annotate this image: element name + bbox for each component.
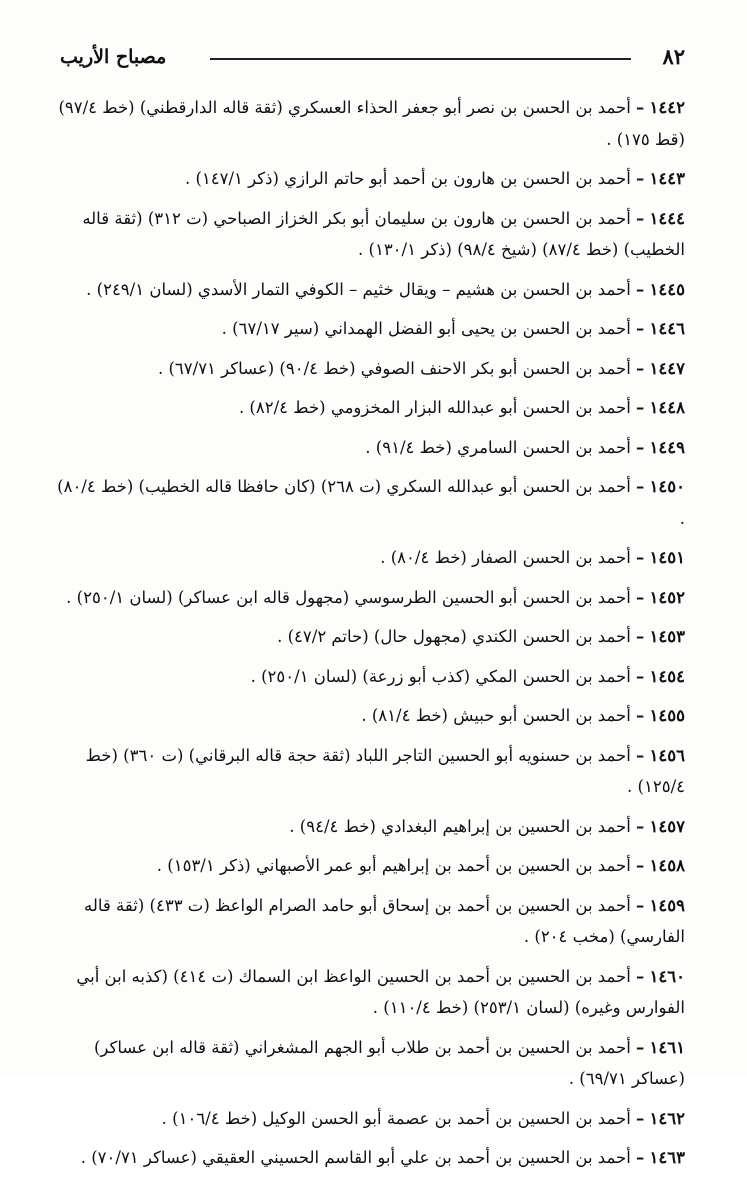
entry-number: ١٤٥٦: [649, 745, 685, 765]
entry-number: ١٤٥٠: [649, 477, 685, 496]
entry-number: ١٤٥١: [649, 548, 685, 567]
page-number: ٨٢: [662, 44, 685, 69]
entry-item: [56, 542, 685, 574]
entry-text: أحمد بن الحسن بن هارون بن سليمان أبو بكر الخزاز الصباحي (ت ٣١٢) (ثقة قاله الخطيب) (خط ٨٧/٤) (شيخ ٩٨/٤) (ذكر ١٣٠/١) .: [82, 208, 685, 259]
entry-text: أحمد بن الحسن أبو بكر الاحنف الصوفي (خط ٩٠/٤) (عساكر ٦٧/٧١) .: [157, 358, 631, 378]
entry-text: أحمد بن الحسن بن نصر أبو جعفر الحذاء العسكري (ثقة قاله الدارقطني) (خط ٩٧/٤) (قط ١٧٥) .: [58, 98, 685, 149]
entry-item: [56, 274, 685, 306]
entry-number: ١٤٥٣: [649, 627, 685, 646]
entry-number: ١٤٥٩: [649, 895, 685, 915]
entry-number: ١٤٤٤: [649, 208, 685, 228]
entry-text: أحمد بن الحسن أبو حبيش (خط ٨١/٤) .: [361, 706, 631, 725]
entry-item: [56, 313, 685, 345]
entry-item: [56, 1142, 685, 1174]
entry-separator: –: [636, 895, 645, 915]
entry-text: أحمد بن الحسن السامري (خط ٩١/٤) .: [365, 437, 631, 457]
entry-separator: –: [636, 169, 645, 188]
page-header: [60, 40, 685, 74]
entry-item: [56, 163, 685, 195]
entry-item: [56, 700, 685, 732]
book-title: مصباح الأريب: [60, 46, 167, 68]
entry-separator: –: [636, 1108, 645, 1128]
entry-item: [56, 92, 685, 155]
entry-item: [56, 740, 685, 803]
entry-number: ١٤٤٧: [649, 358, 685, 378]
entry-item: [56, 961, 685, 1024]
entry-separator: –: [636, 706, 645, 725]
entry-text: أحمد بن الحسن أبو عبدالله البزار المخزومي (خط ٨٢/٤) .: [238, 398, 631, 417]
entry-text: أحمد بن الحسين بن أحمد بن طلاب أبو الجهم المشغراني (ثقة قاله ابن عساكر) (عساكر ٦٩/٧١) .: [94, 1037, 685, 1088]
entry-item: [56, 621, 685, 653]
entry-separator: –: [636, 587, 645, 607]
entry-item: [56, 582, 685, 614]
entry-text: أحمد بن الحسين بن أحمد بن عصمة أبو الحسن الوكيل (خط ١٠٦/٤) .: [161, 1108, 631, 1128]
entry-item: [56, 850, 685, 882]
entry-number: ١٤٥٤: [649, 666, 685, 686]
entry-text: أحمد بن الحسين بن أحمد بن علي أبو القاسم الحسيني العقيقي (عساكر ٧٠/٧١) .: [80, 1148, 631, 1167]
entry-separator: –: [636, 1037, 645, 1057]
entry-item: [56, 353, 685, 385]
entry-separator: –: [636, 966, 645, 986]
header-rule: [210, 58, 631, 60]
entry-number: ١٤٦٢: [649, 1108, 685, 1128]
entry-separator: –: [636, 279, 645, 299]
entry-number: ١٤٥٥: [649, 706, 685, 725]
entry-number: ١٤٤٢: [649, 98, 685, 117]
entry-separator: –: [636, 1148, 645, 1167]
entry-number: ١٤٦٠: [649, 966, 685, 986]
entry-number: ١٤٥٨: [649, 856, 685, 875]
entry-separator: –: [636, 208, 645, 228]
entry-item: [56, 811, 685, 843]
entry-separator: –: [636, 666, 645, 686]
entry-item: [56, 1103, 685, 1135]
entry-text: أحمد بن الحسن أبو الحسين الطرسوسي (مجهول قاله ابن عساكر) (لسان ٢٥٠/١) .: [66, 587, 631, 607]
entry-separator: –: [636, 548, 645, 567]
entry-text: أحمد بن الحسن أبو عبدالله السكري (ت ٢٦٨) (كان حافظا قاله الخطيب) (خط ٨٠/٤) .: [57, 477, 685, 528]
entry-item: [56, 661, 685, 693]
entry-text: أحمد بن الحسن بن هشيم – ويقال خثيم – الكوفي التمار الأسدي (لسان ٢٤٩/١) .: [86, 279, 631, 299]
entry-text: أحمد بن الحسن بن هارون بن أحمد أبو حاتم الرازي (ذكر ١٤٧/١) .: [184, 169, 631, 188]
entry-item: [56, 203, 685, 266]
entry-separator: –: [636, 319, 645, 338]
entry-number: ١٤٥٢: [649, 587, 685, 607]
entry-number: ١٤٤٩: [649, 437, 685, 457]
entry-number: ١٤٦١: [649, 1037, 685, 1057]
entry-text: أحمد بن الحسن بن يحيى أبو الفضل الهمداني (سير ٦٧/١٧) .: [221, 319, 631, 338]
entry-text: أحمد بن الحسن المكي (كذب أبو زرعة) (لسان ٢٥٠/١) .: [250, 666, 631, 686]
entry-text: أحمد بن الحسين بن إبراهيم البغدادي (خط ٩٤/٤) .: [289, 816, 631, 836]
entry-separator: –: [636, 358, 645, 378]
entry-item: [56, 392, 685, 424]
entry-number: ١٤٦٣: [649, 1148, 685, 1167]
entry-text: أحمد بن الحسين بن أحمد بن إسحاق أبو حامد الصرام الواعظ (ت ٤٣٣) (ثقة قاله الفارسي) (مخب ٢٠٤) .: [84, 895, 685, 946]
entry-list: [56, 92, 685, 1182]
entry-number: ١٤٥٧: [649, 816, 685, 836]
entry-number: ١٤٤٨: [649, 398, 685, 417]
entry-separator: –: [636, 98, 645, 117]
entry-text: أحمد بن الحسن الكندي (مجهول حال) (حاتم ٤٧/٢) .: [277, 627, 631, 646]
entry-number: ١٤٤٦: [649, 319, 685, 338]
entry-item: [56, 471, 685, 534]
entry-item: [56, 432, 685, 464]
entry-number: ١٤٤٥: [649, 279, 685, 299]
entry-separator: –: [636, 477, 645, 496]
entry-item: [56, 890, 685, 953]
entry-item: [56, 1032, 685, 1095]
entry-text: أحمد بن الحسين بن أحمد بن إبراهيم أبو عمر الأصبهاني (ذكر ١٥٣/١) .: [156, 856, 631, 875]
entry-separator: –: [636, 856, 645, 875]
entry-text: أحمد بن الحسين بن أحمد بن الحسين الواعظ ابن السماك (ت ٤١٤) (كذبه ابن أبي الفوارس وغيره) (لسان ٢٥٣/١) (خط ١١٠/٤) .: [76, 966, 685, 1017]
entry-separator: –: [636, 437, 645, 457]
entry-separator: –: [636, 627, 645, 646]
entry-text: أحمد بن حسنويه أبو الحسين التاجر اللباد (ثقة حجة قاله البرقاني) (ت ٣٦٠) (خط ١٢٥/٤) .: [85, 745, 685, 796]
entry-number: ١٤٤٣: [649, 169, 685, 188]
entry-text: أحمد بن الحسن الصفار (خط ٨٠/٤) .: [380, 548, 631, 567]
entry-separator: –: [636, 398, 645, 417]
entry-separator: –: [636, 745, 645, 765]
entry-separator: –: [636, 816, 645, 836]
